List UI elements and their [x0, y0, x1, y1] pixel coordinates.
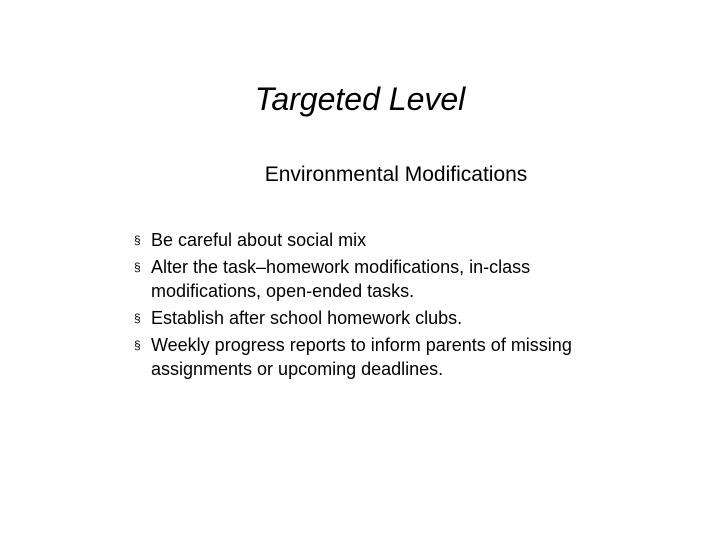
- bullet-item: [131, 228, 631, 252]
- bullet-text: Be careful about social mix: [151, 230, 367, 250]
- bullet-square-icon: §: [134, 338, 141, 352]
- bullet-square-icon: §: [134, 233, 141, 247]
- bullet-item: [131, 306, 631, 330]
- slide-title: Targeted Level: [254, 81, 466, 117]
- bullet-list: [131, 228, 631, 384]
- bullet-text: Alter the task–homework modifications, in-class modifications, open-ended tasks.: [151, 257, 531, 301]
- bullet-square-icon: §: [134, 260, 141, 274]
- bullet-text: Weekly progress reports to inform parents of missing assignments or upcoming deadlines.: [151, 335, 572, 379]
- bullet-item: [131, 255, 631, 303]
- bullet-item: [131, 333, 631, 381]
- slide-subtitle: Environmental Modifications: [264, 163, 528, 186]
- bullet-text: Establish after school homework clubs.: [151, 308, 463, 328]
- bullet-square-icon: §: [134, 311, 141, 325]
